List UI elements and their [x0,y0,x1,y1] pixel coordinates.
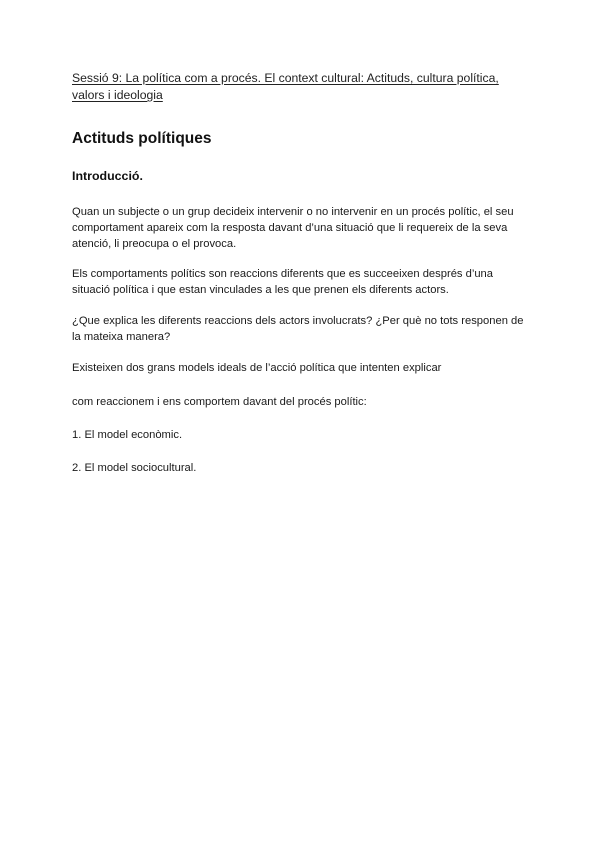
paragraph-models-continuation: com reaccionem i ens comportem davant del procés polític: [72,396,367,408]
document-page [72,70,528,474]
section-heading: Actituds polítiques [72,130,212,147]
sub-heading: Introducció. [72,169,143,183]
paragraph-behaviours: Els comportaments polítics son reaccions diferents que es succeeixen després d’una situació política i que estan vinculades a les que prenen els diferents actors. [72,268,493,296]
session-title: Sessió 9: La política com a procés. El context cultural: Actituds, cultura política, valors i ideologia [72,71,499,102]
list-item-economic-model: 1. El model econòmic. [72,429,183,441]
paragraph-models-intro: Existeixen dos grans models ideals de l’acció política que intenten explicar [72,362,442,374]
paragraph-question: ¿Que explica les diferents reaccions dels actors involucrats? ¿Per què no tots responen de la mateixa manera? [72,315,524,343]
paragraph-intro: Quan un subjecte o un grup decideix intervenir o no intervenir en un procés polític, el seu comportament apareix com la resposta davant d’una situació que li requereix de la seva atenció, li preocupa o el provoca. [72,206,514,250]
list-item-sociocultural-model: 2. El model sociocultural. [72,462,197,474]
